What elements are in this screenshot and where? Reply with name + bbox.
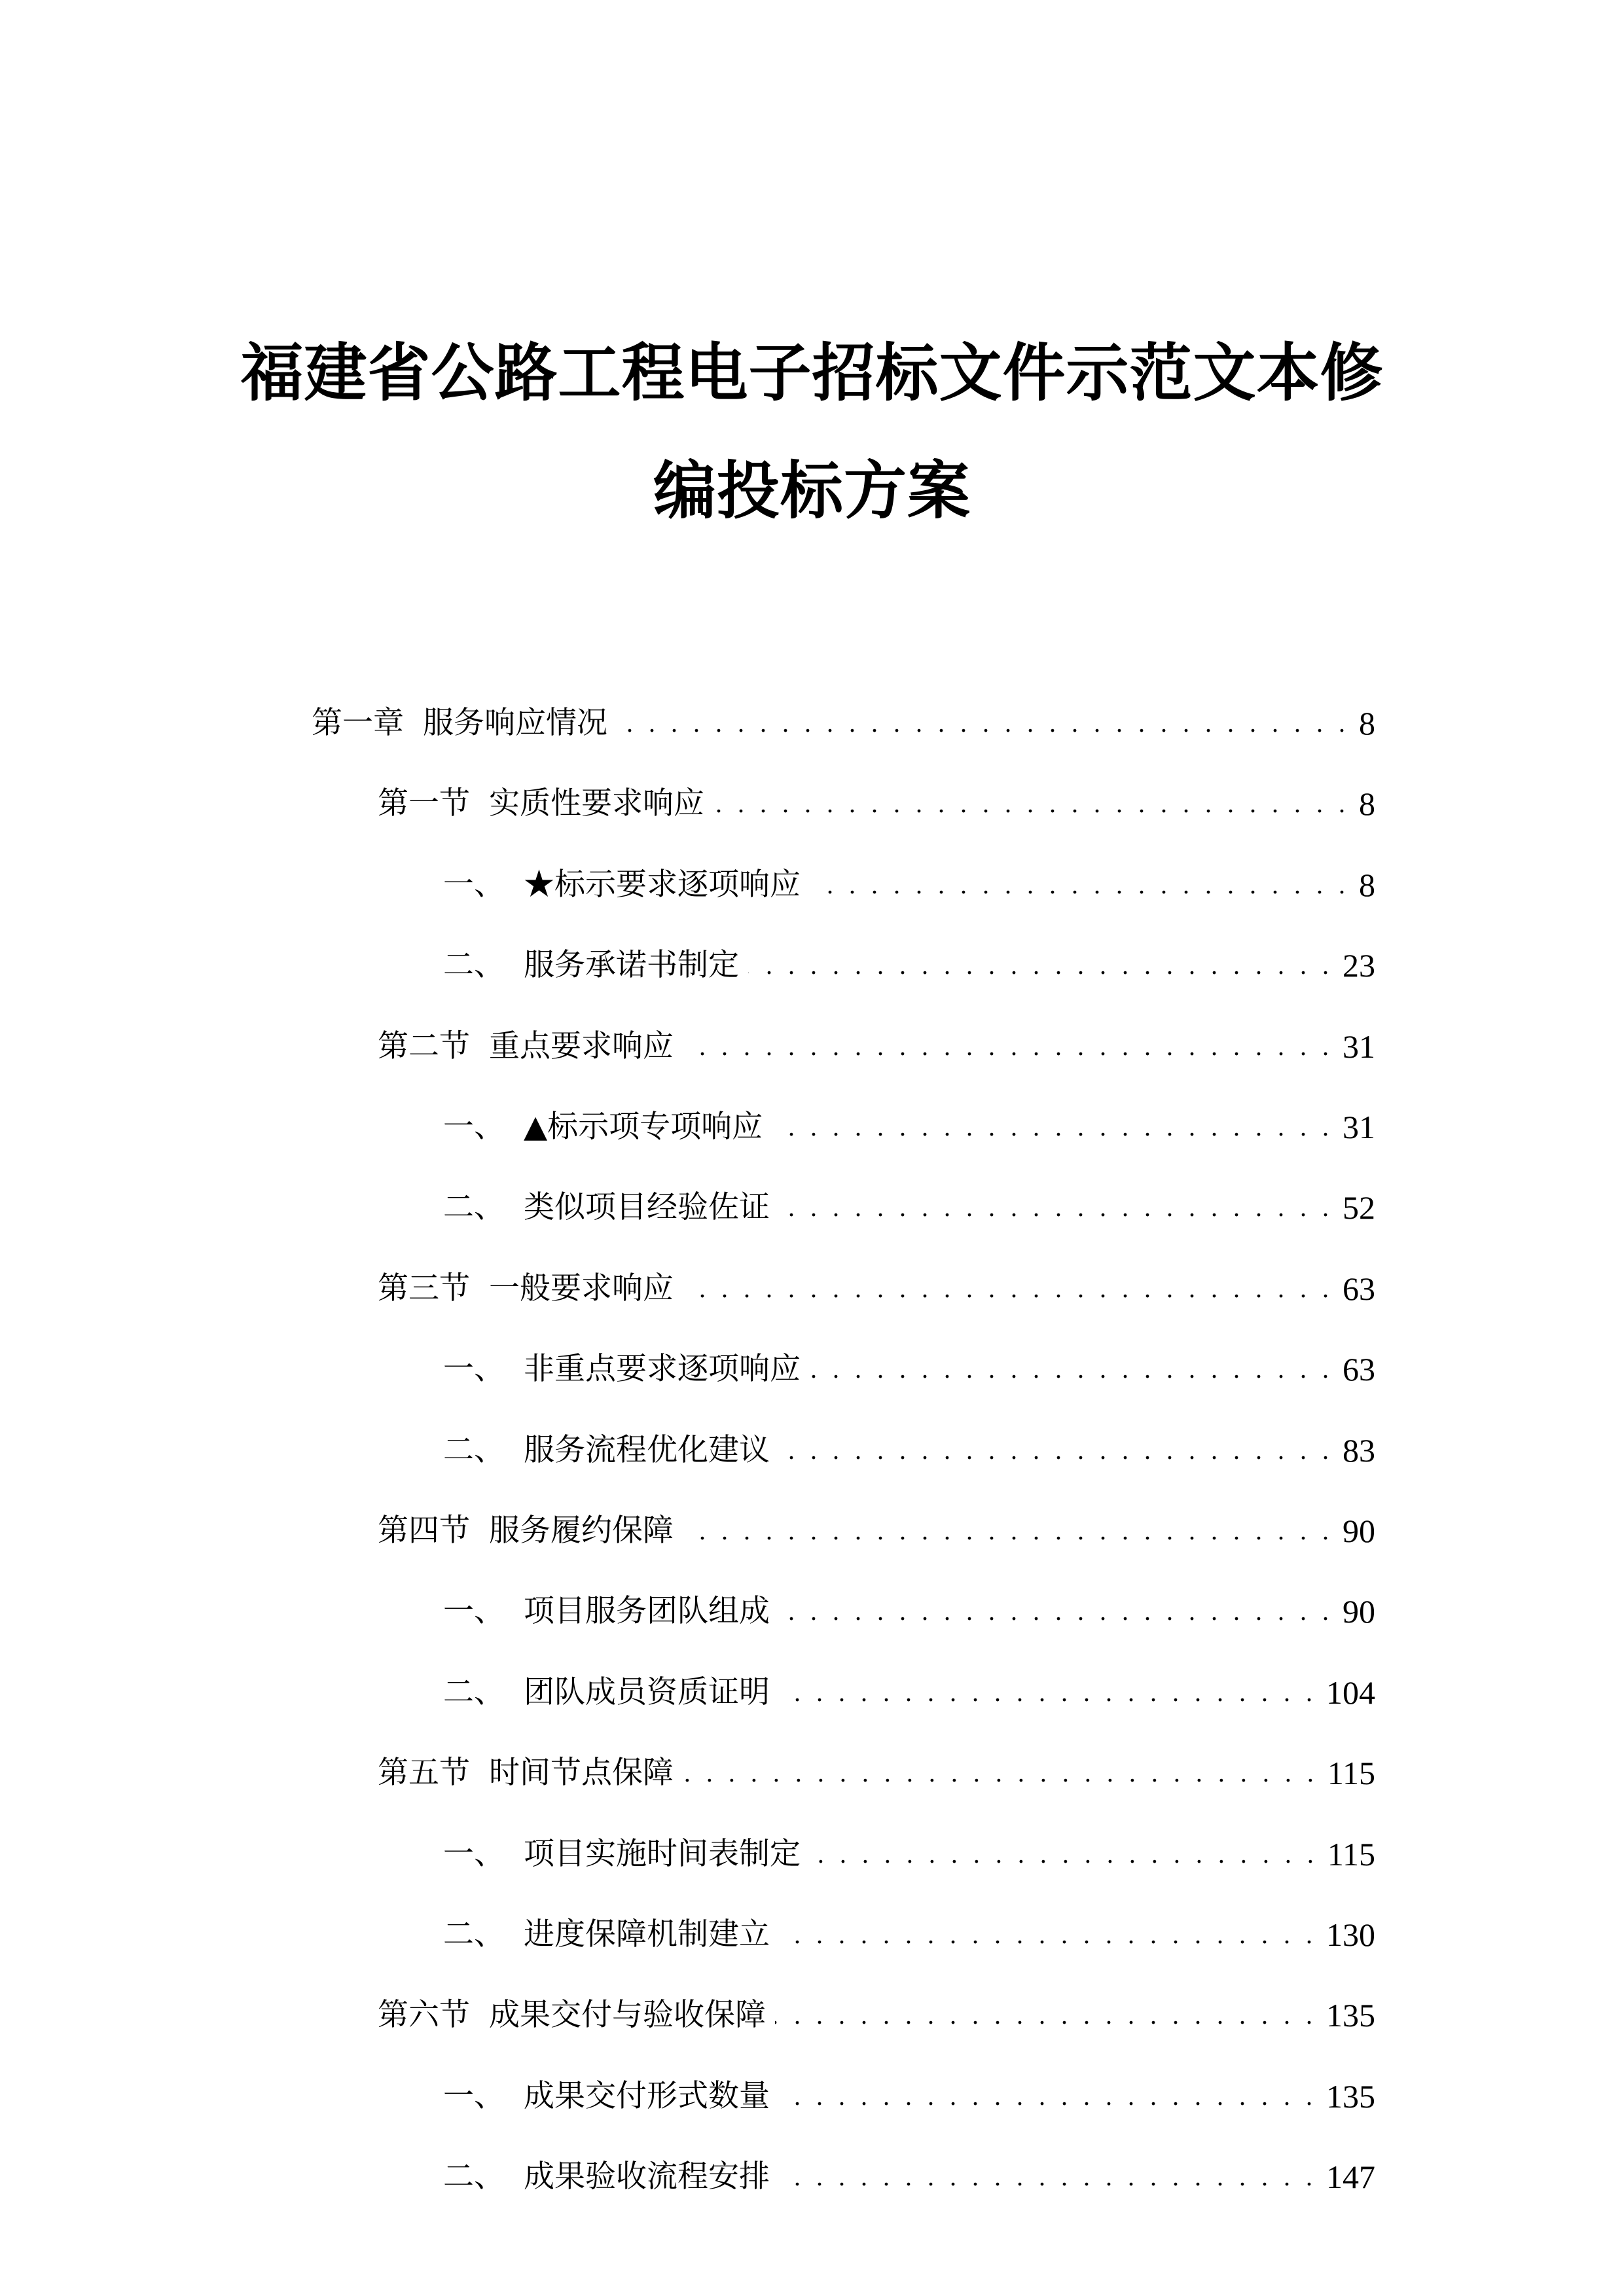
toc-entry-number: 第二节	[378, 1028, 470, 1064]
toc-entry[interactable]	[443, 1430, 1375, 1471]
toc-page-number: 83	[1343, 1431, 1375, 1469]
toc-page-number: 31	[1343, 1028, 1375, 1065]
toc-page-number: 23	[1343, 947, 1375, 984]
toc-entry-number: 第六节	[378, 1997, 470, 2034]
toc-entry-title: 项目服务团队组成	[524, 1593, 770, 1630]
toc-page-number: 90	[1343, 1593, 1375, 1630]
toc-entry-title: 实质性要求响应	[489, 785, 704, 822]
toc-dot-leader	[779, 1187, 1333, 1228]
toc-page-number: 8	[1359, 866, 1375, 903]
toc-entry[interactable]	[443, 2076, 1375, 2117]
toc-entry-number: 二、	[443, 1916, 505, 1952]
toc-entry[interactable]	[443, 1349, 1375, 1390]
toc-entry[interactable]	[312, 703, 1375, 744]
toc-page-number: 8	[1359, 705, 1375, 742]
toc-page-number: 31	[1343, 1109, 1375, 1145]
toc-dot-leader	[683, 1268, 1333, 1309]
toc-entry-title: 时间节点保障	[489, 1755, 674, 1791]
toc-entry-title: 进度保障机制建立	[524, 1916, 770, 1952]
toc-entry[interactable]	[443, 865, 1375, 905]
toc-entry[interactable]	[378, 1995, 1375, 2036]
toc-entry-title: 成果验收流程安排	[524, 2159, 770, 2195]
toc-entry[interactable]	[443, 1672, 1375, 1713]
toc-entry-number: 第一章	[312, 705, 404, 741]
toc-dot-leader	[713, 783, 1350, 824]
toc-page-number: 90	[1343, 1513, 1375, 1549]
toc-entry[interactable]	[443, 1834, 1375, 1874]
toc-dot-leader	[779, 1430, 1333, 1471]
toc-page-number: 52	[1343, 1189, 1375, 1227]
toc-page-number: 63	[1343, 1351, 1375, 1388]
toc-entry-title: 服务承诺书制定	[524, 947, 739, 984]
toc-page-number: 147	[1326, 2159, 1375, 2196]
toc-entry-title: 团队成员资质证明	[524, 1674, 770, 1710]
toc-entry-title: 服务履约保障	[489, 1513, 674, 1549]
toc-entry[interactable]	[378, 1511, 1375, 1551]
toc-dot-leader	[772, 1107, 1333, 1147]
toc-page-number: 115	[1327, 1755, 1375, 1792]
toc-entry-number: 一、	[443, 2077, 505, 2114]
toc-entry-number: 第四节	[378, 1513, 470, 1549]
toc-dot-leader	[775, 1995, 1317, 2036]
toc-entry-number: 二、	[443, 1189, 505, 1226]
toc-dot-leader	[779, 2157, 1317, 2197]
toc-entry[interactable]	[378, 1026, 1375, 1067]
toc-page-number: 104	[1326, 1674, 1375, 1711]
toc-entry-title: 项目实施时间表制定	[524, 1835, 801, 1872]
toc-entry-number: 二、	[443, 1674, 505, 1710]
toc-dot-leader	[810, 865, 1350, 905]
toc-entry[interactable]	[443, 2157, 1375, 2197]
toc-entry[interactable]	[378, 1268, 1375, 1309]
document-title-line-1: 福建省公路工程电子招标文件示范文本修	[240, 336, 1384, 410]
toc-page-number: 8	[1359, 785, 1375, 823]
toc-entry-title: ★标示要求逐项响应	[524, 866, 801, 903]
toc-entry-number: 第五节	[378, 1755, 470, 1791]
toc-entry-number: 一、	[443, 1351, 505, 1388]
toc-entry-number: 一、	[443, 1593, 505, 1630]
toc-entry-number: 二、	[443, 947, 505, 984]
toc-entry[interactable]	[443, 1187, 1375, 1228]
toc-entry-number: 第一节	[378, 785, 470, 822]
toc-dot-leader	[810, 1834, 1318, 1874]
toc-entry-number: 一、	[443, 1109, 505, 1145]
document-title-line-2: 编投标方案	[653, 454, 971, 528]
toc-page-number: 135	[1326, 1997, 1375, 2034]
toc-dot-leader	[810, 1349, 1333, 1390]
toc-dot-leader	[683, 1511, 1333, 1551]
toc-entry-title: 非重点要求逐项响应	[524, 1351, 801, 1388]
toc-entry-title: 服务流程优化建议	[524, 1431, 770, 1468]
toc-entry-title: 一般要求响应	[489, 1270, 674, 1306]
toc-dot-leader	[779, 1591, 1333, 1632]
toc-page-number: 63	[1343, 1270, 1375, 1307]
toc-entry[interactable]	[443, 1914, 1375, 1955]
toc-entry[interactable]	[378, 1753, 1375, 1793]
toc-entry-title: 成果交付与验收保障	[489, 1997, 766, 2034]
toc-dot-leader	[748, 945, 1333, 986]
toc-entry[interactable]	[443, 945, 1375, 986]
toc-dot-leader	[683, 1026, 1333, 1067]
toc-entry[interactable]	[443, 1591, 1375, 1632]
toc-dot-leader	[779, 2076, 1317, 2117]
toc-entry-title: 重点要求响应	[489, 1028, 674, 1064]
toc-entry-number: 二、	[443, 2159, 505, 2195]
toc-page-number: 115	[1327, 1835, 1375, 1873]
toc-page-number: 135	[1326, 2077, 1375, 2115]
toc-entry-title: 成果交付形式数量	[524, 2077, 770, 2114]
toc-dot-leader	[617, 703, 1350, 744]
toc-entry[interactable]	[378, 783, 1375, 824]
toc-entry-number: 二、	[443, 1431, 505, 1468]
toc-entry-number: 第三节	[378, 1270, 470, 1306]
toc-entry-title: 服务响应情况	[423, 705, 607, 741]
toc-entry-title: ▲标示项专项响应	[524, 1109, 763, 1145]
toc-page-number: 130	[1326, 1916, 1375, 1953]
toc-entry-title: 类似项目经验佐证	[524, 1189, 770, 1226]
toc-dot-leader	[683, 1753, 1318, 1793]
toc-entry-number: 一、	[443, 866, 505, 903]
toc-dot-leader	[779, 1914, 1317, 1955]
toc-entry[interactable]	[443, 1107, 1375, 1147]
toc-entry-number: 一、	[443, 1835, 505, 1872]
toc-dot-leader	[779, 1672, 1317, 1713]
